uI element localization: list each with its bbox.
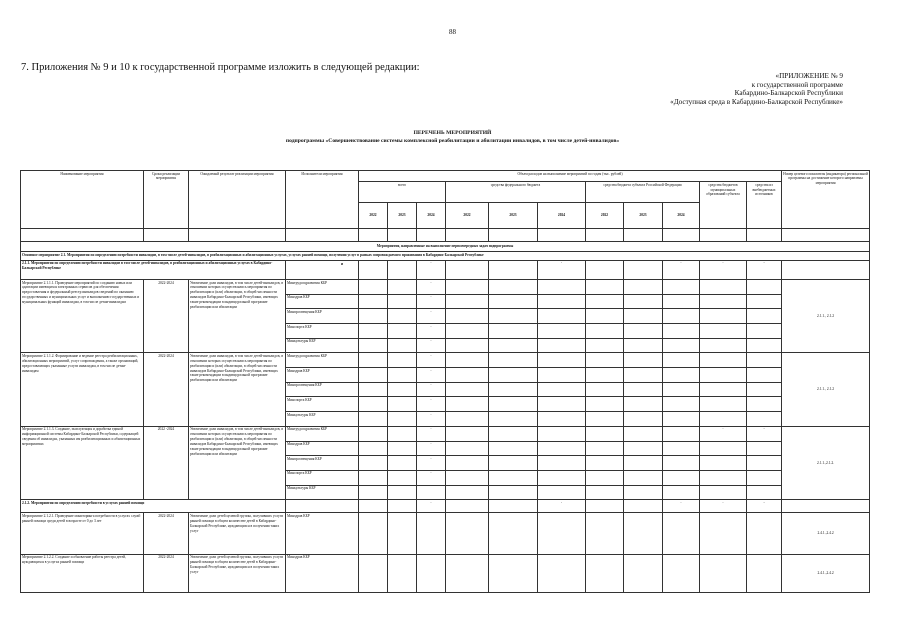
dash-cell: - bbox=[417, 309, 446, 324]
event-row bbox=[21, 279, 870, 294]
executor-cell: Минтрудсоцразвития КБР bbox=[286, 279, 359, 294]
dash-cell: - bbox=[417, 294, 446, 309]
year-cell: 2022 bbox=[359, 203, 388, 229]
dash-cell: - bbox=[417, 338, 446, 353]
executor-cell: Минпросвещения КБР bbox=[286, 309, 359, 324]
executor-cell: Минспорта КБР bbox=[286, 397, 359, 412]
event-result: Увеличение доли детей целевой группы, получивших услуги ранней помощи в общем количестве детей в Кабардино-Балкарской Республике, нуждающихся в получении таких услуг bbox=[189, 554, 286, 592]
event-row bbox=[21, 426, 870, 441]
dash-cell: - bbox=[538, 500, 586, 513]
event-indicator: 2.1.1., 2.1.2 bbox=[782, 279, 870, 352]
header-result: Ожидаемый результат реализации мероприятия bbox=[189, 171, 286, 229]
event-terms: 2022-2024 bbox=[144, 279, 189, 352]
executor-cell: Минздрав КБР bbox=[286, 294, 359, 309]
dash-cell: - bbox=[417, 353, 446, 368]
year-cell: 2024 bbox=[663, 203, 700, 229]
year-cell: 2023 bbox=[388, 203, 417, 229]
event-indicator: 2.1.1.,2.1.2. bbox=[782, 426, 870, 499]
header-total: всего bbox=[359, 182, 446, 203]
executor-cell: Минтрудсоцразвития КБР bbox=[286, 426, 359, 441]
intro-text: 7. Приложения № 9 и 10 к государственной программе изложить в следующей редакции: bbox=[21, 62, 420, 73]
event-indicator: 2.4.1.,2.4.2 bbox=[782, 554, 870, 592]
executor-cell: Минкультуры КБР bbox=[286, 412, 359, 427]
executor-cell: Минкультуры КБР bbox=[286, 338, 359, 353]
year-cell: 2022 bbox=[586, 203, 624, 229]
dash-cell: - bbox=[538, 260, 586, 279]
subsection-row bbox=[21, 500, 870, 513]
executor-cell: Минтрудсоцразвития КБР bbox=[286, 353, 359, 368]
dash-cell: - bbox=[417, 470, 446, 485]
executor-cell: Минкультуры КБР bbox=[286, 485, 359, 500]
event-terms: 2022 -2024 bbox=[144, 426, 189, 499]
dash-cell: - bbox=[417, 426, 446, 441]
executor-cell: Минпросвещения КБР bbox=[286, 456, 359, 471]
dash-cell: - bbox=[700, 500, 747, 513]
page-number: 88 bbox=[449, 28, 456, 36]
header-municipal: средства бюджетов муниципальных образований субъекта bbox=[700, 182, 747, 229]
executor-cell: Минспорта КБР bbox=[286, 324, 359, 339]
dash-cell: - bbox=[663, 500, 700, 513]
executor-cell: Минздрав КБР bbox=[286, 441, 359, 456]
heading-title: ПЕРЕЧЕНЬ МЕРОПРИЯТИЙ bbox=[413, 130, 492, 136]
header-volume: Объем расходов на выполнение мероприятий по годам (тыс. рублей) bbox=[359, 171, 782, 182]
header-row bbox=[21, 171, 870, 182]
year-cell: 2024 bbox=[417, 203, 446, 229]
subsection-title: 2.1.2. Мероприятия по определению потребности в услугах ранней помощи bbox=[21, 500, 286, 513]
header-indicator: Номер целевого показателя (индикатора) региональной программы на достижение которого направлены мероприятия bbox=[782, 171, 870, 229]
subsection-title bbox=[21, 260, 344, 279]
dash-cell: - bbox=[417, 456, 446, 471]
header-executors: Исполнители мероприятия bbox=[286, 171, 359, 229]
heading-subtitle: подпрограммы «Совершенствование системы комплексной реабилитации и абилитации инвалидов, в том числе детей-инвалидов» bbox=[285, 137, 620, 144]
dash-cell: - bbox=[417, 412, 446, 427]
event-result: Увеличение доли инвалидов, в том числе детей-инвалидов, в отношении которых осуществлялись мероприятия по реабилитации и (или) абилитации, в общей численности инвалидов Кабардино-Балкарской Республики, имеющих такие рекомендации в индивидуальной программе реабилитации или абилитации bbox=[189, 353, 286, 426]
event-result: Увеличение доли инвалидов, в том числе детей-инвалидов, в отношении которых осуществлялись мероприятия по реабилитации и (или) абилитации, в общей численности инвалидов Кабардино-Балкарской Республики, имеющих такие рекомендации в индивидуальной программе реабилитации или абилитации bbox=[189, 279, 286, 352]
header-name: Наименование мероприятия bbox=[21, 171, 144, 229]
event-name: Мероприятие 2.1.2.1. Проведение мониторинга потребности в услугах служб ранней помощи среди детей в возрасте от 0 до 3 лет bbox=[21, 513, 144, 554]
annex-block bbox=[603, 72, 843, 107]
spacer-row bbox=[21, 229, 870, 242]
year-cell: 2022 bbox=[446, 203, 489, 229]
subsection-text: 2.1.1. Мероприятия по определению потребности инвалидов в том числе детей-инвалидов, в реабилитационных и абилитационных услугах в Кабардино-Балкарской Республике bbox=[22, 261, 273, 271]
dash-cell: - bbox=[747, 426, 782, 441]
dash-cell: - bbox=[700, 260, 747, 279]
event-name: Мероприятие 2.1.1.1. Проведение мероприятий по созданию новых или адаптации имеющихся электронных сервисов для обеспечения предоставления и федеральный реестр инвалидов сведений по оказанию государственных и муниципальных услуг и выполнению государственных и муниципальных функций инвалидам, в том числе детям-инвалидам bbox=[21, 279, 144, 352]
event-row bbox=[21, 554, 870, 592]
event-name: Мероприятие 2.1.1.2. Формирование и ведение реестра реабилитационных, абилитационных мероприятий, услуг сопровождения, а также организаций, предоставляющих указанные услуги инвалидам, в том числе детям-инвалидам bbox=[21, 353, 144, 426]
event-indicator: 2.1.1., 2.1.2 bbox=[782, 353, 870, 426]
dash-cell: - bbox=[747, 260, 782, 279]
subsection-and: и bbox=[341, 261, 344, 266]
header-terms: Сроки реализации мероприятия bbox=[144, 171, 189, 229]
section-row bbox=[21, 242, 870, 251]
subsection-row bbox=[21, 260, 870, 279]
header-federal: средства федерального бюджета bbox=[446, 182, 586, 203]
executor-cell: Минздрав КБР bbox=[286, 554, 359, 592]
event-result: Увеличение доли детей целевой группы, получивших услуги ранней помощи в общем количестве детей в Кабардино-Балкарской Республике, нуждающихся в получении таких услуг bbox=[189, 513, 286, 554]
year-cell: 2023 bbox=[489, 203, 538, 229]
dash-cell: - bbox=[417, 279, 446, 294]
dash-cell: - bbox=[663, 260, 700, 279]
header-extrabudget: средства из внебюджетных источников bbox=[747, 182, 782, 229]
executor-cell: Минспорта КБР bbox=[286, 470, 359, 485]
annex-line: к государственной программе bbox=[751, 80, 843, 89]
executor-cell: Минпросвещения КБР bbox=[286, 382, 359, 397]
document-heading bbox=[0, 130, 905, 145]
dash-cell: - bbox=[747, 500, 782, 513]
main-event-title: Основное мероприятие 2.1. Мероприятия по определению потребности инвалидов, в том числе детей-инвалидов, в реабилитационных и абилитационных услугах, услугах ранней помощи, получении услуг в рамках сопровождаемого проживания в Кабардино-Балкарской Республике bbox=[21, 251, 870, 260]
dash-cell: - bbox=[417, 397, 446, 412]
year-cell: 2023 bbox=[624, 203, 663, 229]
annex-line: Кабардино-Балкарской Республики bbox=[734, 89, 843, 98]
dash-cell: - bbox=[417, 260, 446, 279]
dash-cell: - bbox=[417, 441, 446, 456]
year-cell: 2024 bbox=[538, 203, 586, 229]
annex-line: «ПРИЛОЖЕНИЕ № 9 bbox=[775, 72, 843, 80]
dash-cell: - bbox=[417, 382, 446, 397]
dash-cell: - bbox=[700, 426, 747, 441]
main-event-row bbox=[21, 251, 870, 260]
dash-cell: - bbox=[417, 500, 446, 513]
event-name: Мероприятие 2.1.1.3. Создание, эксплуатация и доработка единой информационной системы Кабардино-Балкарской Республики, содержащей сведения об инвалидах, указанных им реабилитационных и абилитационных мероприятиях bbox=[21, 426, 144, 499]
event-indicator: 2.4.1.,2.4.2 bbox=[782, 513, 870, 554]
dash-cell: - bbox=[417, 368, 446, 383]
executor-cell: Минздрав КБР bbox=[286, 513, 359, 554]
dash-cell: - bbox=[417, 324, 446, 339]
event-terms: 2022-2024 bbox=[144, 554, 189, 592]
event-result: Увеличение доли инвалидов, в том числе детей-инвалидов, в отношении которых осуществлялись мероприятия по реабилитации и (или) абилитации, в общей численности инвалидов Кабардино-Балкарской Республики, имеющих такие рекомендации в индивидуальной программе реабилитации или абилитации bbox=[189, 426, 286, 499]
events-table bbox=[20, 170, 870, 593]
annex-line: «Доступная среда в Кабардино-Балкарской Республике» bbox=[670, 97, 843, 106]
event-row bbox=[21, 513, 870, 554]
event-name: Мероприятие 2.1.2.2. Создание и обновление работы реестра детей, нуждающихся в услугах ранней помощи bbox=[21, 554, 144, 592]
event-row bbox=[21, 353, 870, 368]
event-terms: 2022-2024 bbox=[144, 513, 189, 554]
header-regional: средства бюджета субъекта Российской Федерации bbox=[586, 182, 700, 203]
event-terms: 2022-2024 bbox=[144, 353, 189, 426]
executor-cell: Минздрав КБР bbox=[286, 368, 359, 383]
section-title: Мероприятия, направленные на выполнение первоочередных задач подпрограммы bbox=[21, 242, 870, 251]
